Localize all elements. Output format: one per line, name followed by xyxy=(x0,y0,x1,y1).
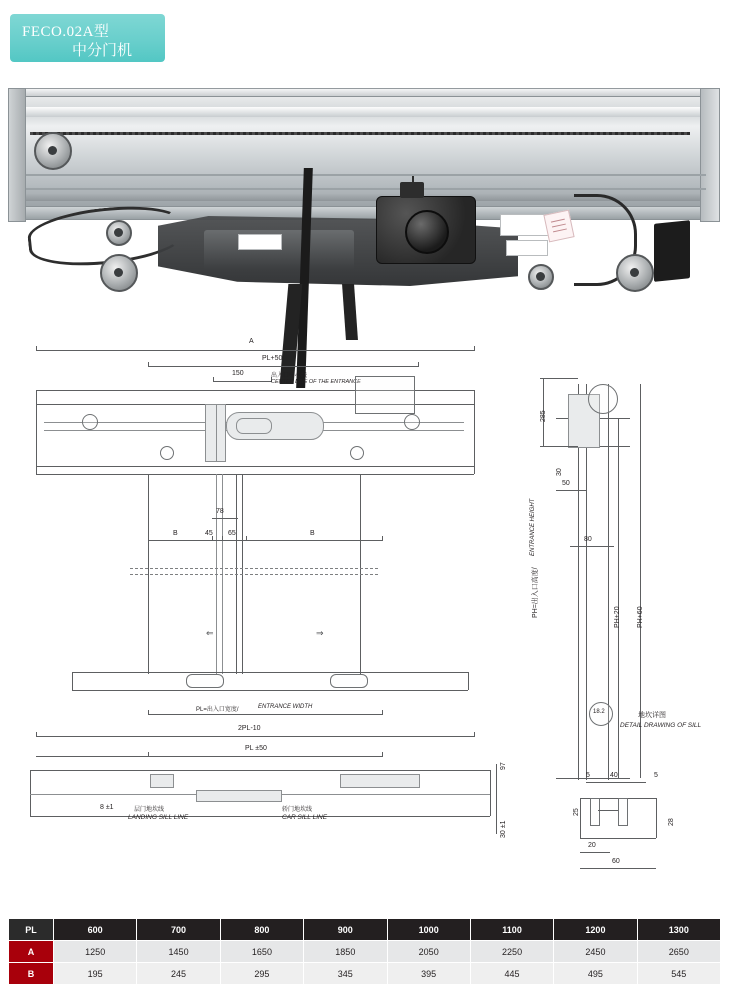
tick-150-left xyxy=(213,377,214,382)
dim-line-A xyxy=(36,350,474,351)
detail-callout-label: 18.2 xyxy=(593,709,605,715)
pl-cell-4: 1000 xyxy=(387,919,470,941)
car-sill-label-cn: 轿门地坎线 xyxy=(282,807,313,813)
a-cell-5: 2250 xyxy=(470,941,553,963)
roller-fv-right xyxy=(350,446,364,460)
tick-b3 xyxy=(222,536,223,541)
detail-title-en: DETAIL DRAWING OF SILL xyxy=(620,722,702,729)
row-label-a: A xyxy=(9,941,54,963)
wire-lead xyxy=(412,176,414,192)
plan-bracket-left xyxy=(150,774,174,788)
model-badge xyxy=(10,14,165,62)
entrance-height-label-cn: PH=出入口高度/ xyxy=(532,567,539,618)
dim-30-plan-line xyxy=(496,798,497,834)
dim-40-label: 40 xyxy=(610,772,618,779)
b-cell-0: 195 xyxy=(54,963,137,985)
plan-bottom-edge xyxy=(30,816,490,817)
b-cell-6: 495 xyxy=(554,963,637,985)
dim-PH60-label: PH+60 xyxy=(637,606,644,628)
pl-cell-7: 1300 xyxy=(637,919,720,941)
dim-B-right-label: B xyxy=(310,530,315,537)
side-view-pulley xyxy=(588,384,618,414)
tick-b4 xyxy=(246,536,247,541)
roller-left xyxy=(106,220,132,246)
table-row-a xyxy=(9,941,721,963)
motor-hub xyxy=(405,210,449,254)
dim-PL50-label: PL+50 xyxy=(262,355,283,362)
tick-plan-right xyxy=(382,752,383,757)
break-line-upper xyxy=(130,568,378,569)
tick-2pl-right xyxy=(474,732,475,737)
tick-pl-left xyxy=(148,362,149,367)
sill-left-edge xyxy=(72,672,73,690)
entrance-height-label-en: ENTRANCE HEIGHT xyxy=(530,498,536,556)
dim-285-lower-ext xyxy=(540,446,578,447)
front-view-right-edge xyxy=(474,390,475,474)
pl-cell-0: 600 xyxy=(54,919,137,941)
door-hanger-plate-right xyxy=(216,404,226,462)
dim-line-78 xyxy=(212,518,238,519)
dim-line-B-row xyxy=(148,540,382,541)
landing-sill-label-cn: 层门地坎线 xyxy=(134,807,165,813)
pulley-right-lower xyxy=(616,254,654,292)
track-line-lower xyxy=(26,188,706,190)
row-label-b: B xyxy=(9,963,54,985)
plan-left-edge xyxy=(30,770,31,816)
pl-cell-3: 900 xyxy=(304,919,387,941)
a-cell-1: 1450 xyxy=(137,941,220,963)
plan-bracket-right xyxy=(340,774,420,788)
product-photo xyxy=(8,88,721,303)
dim-45-label: 45 xyxy=(205,530,213,537)
a-cell-0: 1250 xyxy=(54,941,137,963)
door-travel-arrow-left: ⇐ xyxy=(206,628,214,638)
roller-right xyxy=(528,264,554,290)
a-cell-3: 1850 xyxy=(304,941,387,963)
dim-B-left-label: B xyxy=(173,530,178,537)
warning-sticker xyxy=(543,210,574,243)
dim-97-label: 97 xyxy=(500,762,507,770)
sill-groove-right xyxy=(618,798,628,826)
dim-50-label: 50 xyxy=(562,480,570,487)
dim-78-label: 78 xyxy=(216,508,224,515)
dim-30-label: 30 xyxy=(556,468,563,476)
pl-cell-6: 1200 xyxy=(554,919,637,941)
b-cell-5: 445 xyxy=(470,963,553,985)
pulley-fv-right xyxy=(404,414,420,430)
tick-a-left xyxy=(36,346,37,351)
a-cell-7: 2650 xyxy=(637,941,720,963)
tick-pl-right xyxy=(418,362,419,367)
dimension-table xyxy=(8,918,721,985)
sill-top-line xyxy=(72,672,468,673)
drive-belt xyxy=(30,132,690,135)
dim-5-right-label: 5 xyxy=(654,772,658,779)
center-line-label-cn: 出入口中心线 xyxy=(271,373,308,379)
dim-line-2PL10 xyxy=(36,736,474,737)
motor-fv-hub xyxy=(236,418,272,434)
break-line-lower xyxy=(130,574,378,575)
dim-5-left-label: 5 xyxy=(586,772,590,779)
b-cell-4: 395 xyxy=(387,963,470,985)
tick-2pl-left xyxy=(36,732,37,737)
nameplate-1 xyxy=(238,234,282,250)
detail-title-cn: 地坎详图 xyxy=(638,712,666,719)
dim-20-label: 20 xyxy=(588,842,596,849)
dim-150-label: 150 xyxy=(232,370,244,377)
b-cell-2: 295 xyxy=(220,963,303,985)
header-rail-body xyxy=(8,96,710,210)
dim-A-label: A xyxy=(249,338,254,345)
front-view-bottom-edge2 xyxy=(36,474,474,475)
dim-285-label: 285 xyxy=(540,410,547,422)
b-cell-7: 545 xyxy=(637,963,720,985)
tick-a-right xyxy=(474,346,475,351)
plan-right-edge xyxy=(490,770,491,816)
model-name: FECO.02A型 xyxy=(22,24,110,40)
dim-line-60 xyxy=(580,868,656,869)
plan-sill-assembly xyxy=(196,790,282,802)
dim-line-entrance-width xyxy=(148,714,382,715)
track-line-upper xyxy=(26,174,706,176)
tick-plan-left xyxy=(148,752,149,757)
pulley-left-lower xyxy=(100,254,138,292)
center-line-label-en: CENTER LINE OF THE ENTRANCE xyxy=(271,379,361,385)
car-sill-label-en: CAR SILL LINE xyxy=(282,814,328,821)
dim-PH20-line xyxy=(618,418,619,778)
control-box-fv xyxy=(355,376,415,414)
dim-8-label: 8 ±1 xyxy=(100,804,114,811)
dim-25-label: 25 xyxy=(573,808,580,816)
sill-section-bottom xyxy=(580,838,656,839)
table-row-pl xyxy=(9,919,721,941)
nameplate-3 xyxy=(506,240,548,256)
limit-switch-bracket xyxy=(654,220,690,282)
door-travel-arrow-right: ⇒ xyxy=(316,628,324,638)
plan-top-edge xyxy=(30,770,490,771)
dim-30-plan-label: 30 ±1 xyxy=(500,820,507,838)
dim-line-50 xyxy=(556,490,586,491)
tick-ew-right xyxy=(382,710,383,715)
dim-285-upper-ext xyxy=(540,378,578,379)
dim-80-label: 80 xyxy=(584,536,592,543)
roller-fv-left xyxy=(160,446,174,460)
sill-groove-left xyxy=(590,798,600,826)
pl-cell-2: 800 xyxy=(220,919,303,941)
pulley-fv-left xyxy=(82,414,98,430)
rail-end-cap-right xyxy=(700,88,720,222)
dim-2PL10-label: 2PL-10 xyxy=(238,725,261,732)
model-subtitle: 中分门机 xyxy=(72,43,133,59)
dim-plan-PL50-label: PL ±50 xyxy=(245,745,267,752)
row-label-pl: PL xyxy=(9,919,54,941)
b-cell-1: 245 xyxy=(137,963,220,985)
pl-cell-1: 700 xyxy=(137,919,220,941)
technical-drawings xyxy=(0,318,729,918)
table-row-b xyxy=(9,963,721,985)
dim-line-PL50 xyxy=(148,366,418,367)
entrance-width-label-cn: PL=出入口宽度/ xyxy=(196,707,239,713)
side-view-floor-line xyxy=(556,778,630,779)
tick-ew-left xyxy=(148,710,149,715)
sill-bottom-line xyxy=(72,690,468,691)
a-cell-6: 2450 xyxy=(554,941,637,963)
dim-60-label: 60 xyxy=(612,858,620,865)
dim-65-label: 65 xyxy=(228,530,236,537)
tick-b1 xyxy=(148,536,149,541)
sill-web-line xyxy=(598,810,618,811)
tick-b5 xyxy=(382,536,383,541)
entrance-width-label-en: ENTRANCE WIDTH xyxy=(258,704,313,710)
dim-28-label: 28 xyxy=(668,818,675,826)
dim-PH20-label: PH+20 xyxy=(614,606,621,628)
b-cell-3: 345 xyxy=(304,963,387,985)
a-cell-2: 1650 xyxy=(220,941,303,963)
sill-section-right xyxy=(656,798,657,838)
a-cell-4: 2050 xyxy=(387,941,470,963)
sill-right-edge xyxy=(468,672,469,690)
sill-bracket-left xyxy=(186,674,224,688)
dim-line-plan-PL50 xyxy=(148,756,382,757)
pulley-far-left xyxy=(34,132,72,170)
landing-sill-label-en: LANDING SILL LINE xyxy=(128,814,189,821)
sill-bracket-right xyxy=(330,674,368,688)
front-view-left-edge xyxy=(36,390,37,474)
front-view-bottom-edge xyxy=(36,466,474,467)
dim-line-20 xyxy=(580,852,610,853)
dim-line-40 xyxy=(586,782,646,783)
dim-line-80 xyxy=(570,546,614,547)
dim-line-150 xyxy=(213,381,271,382)
pl-cell-5: 1100 xyxy=(470,919,553,941)
sill-section-left xyxy=(580,798,581,838)
rail-end-cap-left xyxy=(8,88,26,222)
